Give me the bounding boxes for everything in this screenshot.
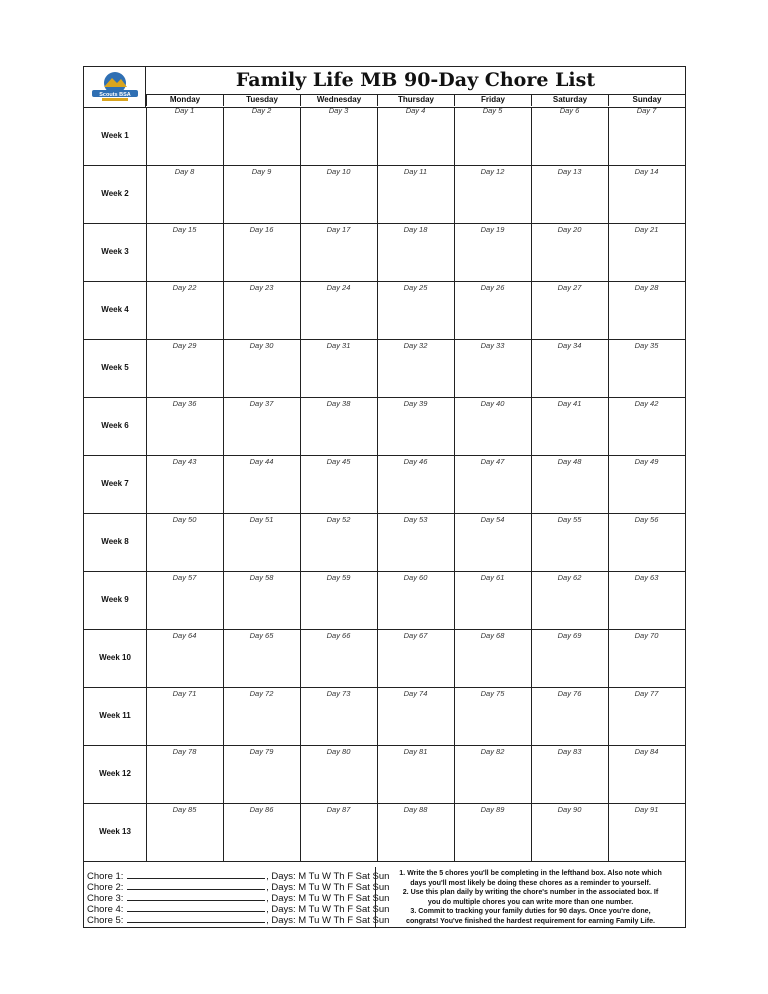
day-label: Day 74 xyxy=(403,689,428,698)
day-label: Day 60 xyxy=(403,573,428,582)
grid-line xyxy=(84,571,685,572)
day-label: Day 85 xyxy=(172,805,197,814)
grid-line xyxy=(84,861,685,862)
day-label: Day 42 xyxy=(634,399,659,408)
week-label: Week 7 xyxy=(101,479,129,488)
day-label: Day 75 xyxy=(480,689,505,698)
day-label: Day 24 xyxy=(326,283,351,292)
day-label: Day 67 xyxy=(403,631,428,640)
day-label: Day 26 xyxy=(480,283,505,292)
chore-label: Chore 5: xyxy=(87,915,127,926)
day-label: Day 20 xyxy=(557,225,582,234)
day-label: Day 5 xyxy=(482,106,503,115)
day-label: Day 39 xyxy=(403,399,428,408)
day-label: Day 40 xyxy=(480,399,505,408)
day-label: Day 81 xyxy=(403,747,428,756)
day-label: Day 3 xyxy=(328,106,349,115)
week-label: Week 11 xyxy=(99,711,131,720)
chore-blank-field xyxy=(127,892,265,901)
grid-line xyxy=(84,339,685,340)
instruction-line: you do multiple chores you can write more than one number. xyxy=(427,897,634,906)
chore-blank-field xyxy=(127,881,265,890)
day-label: Day 62 xyxy=(557,573,582,582)
day-label: Day 30 xyxy=(249,341,274,350)
day-header-wednesday: Wednesday xyxy=(300,94,377,106)
day-label: Day 65 xyxy=(249,631,274,640)
day-label: Day 34 xyxy=(557,341,582,350)
day-header-thursday: Thursday xyxy=(377,94,454,106)
day-label: Day 32 xyxy=(403,341,428,350)
day-header-friday: Friday xyxy=(454,94,531,106)
week-label: Week 2 xyxy=(101,189,129,198)
grid-line xyxy=(84,513,685,514)
day-label: Day 35 xyxy=(634,341,659,350)
instruction-line: days you'll most likely be doing these chores as a reminder to yourself. xyxy=(410,878,651,887)
week-label: Week 4 xyxy=(101,305,129,314)
grid-line xyxy=(84,165,685,166)
day-label: Day 79 xyxy=(249,747,274,756)
day-label: Day 1 xyxy=(174,106,195,115)
grid-line xyxy=(84,281,685,282)
day-label: Day 38 xyxy=(326,399,351,408)
grid-line xyxy=(84,455,685,456)
day-label: Day 44 xyxy=(249,457,274,466)
day-label: Day 57 xyxy=(172,573,197,582)
day-label: Day 18 xyxy=(403,225,428,234)
chore-label: Chore 2: xyxy=(87,882,127,893)
day-label: Day 89 xyxy=(480,805,505,814)
day-label: Day 11 xyxy=(403,167,428,176)
day-label: Day 45 xyxy=(326,457,351,466)
day-label: Day 37 xyxy=(249,399,274,408)
day-label: Day 73 xyxy=(326,689,351,698)
day-label: Day 63 xyxy=(634,573,659,582)
day-label: Day 13 xyxy=(557,167,582,176)
chore-blank-field xyxy=(127,903,265,912)
day-label: Day 7 xyxy=(636,106,657,115)
day-label: Day 15 xyxy=(172,225,197,234)
day-label: Day 69 xyxy=(557,631,582,640)
day-label: Day 16 xyxy=(249,225,274,234)
day-label: Day 4 xyxy=(405,106,426,115)
grid-line xyxy=(84,223,685,224)
day-label: Day 48 xyxy=(557,457,582,466)
instruction-line: 3. Commit to tracking your family duties for 90 days. Once you're done, xyxy=(410,907,651,916)
day-label: Day 61 xyxy=(480,573,505,582)
day-label: Day 50 xyxy=(172,515,197,524)
day-label: Day 72 xyxy=(249,689,274,698)
day-label: Day 21 xyxy=(634,225,659,234)
logo-emblem-icon xyxy=(90,69,140,105)
chore-blank-field xyxy=(127,914,265,923)
day-label: Day 9 xyxy=(251,167,272,176)
day-label: Day 64 xyxy=(172,631,197,640)
grid-line xyxy=(84,687,685,688)
day-label: Day 22 xyxy=(172,283,197,292)
grid-line xyxy=(84,629,685,630)
day-label: Day 29 xyxy=(172,341,197,350)
day-label: Day 33 xyxy=(480,341,505,350)
instruction-line: 2. Use this plan daily by writing the chore's number in the associated box. If xyxy=(402,888,659,897)
day-header-monday: Monday xyxy=(146,94,223,106)
day-label: Day 83 xyxy=(557,747,582,756)
day-label: Day 86 xyxy=(249,805,274,814)
instructions xyxy=(375,867,685,927)
day-label: Day 68 xyxy=(480,631,505,640)
day-label: Day 78 xyxy=(172,747,197,756)
day-label: Day 70 xyxy=(634,631,659,640)
week-label: Week 3 xyxy=(101,247,129,256)
week-label: Week 5 xyxy=(101,363,129,372)
day-label: Day 43 xyxy=(172,457,197,466)
chore-days-text: , Days: M Tu W Th F Sat Sun xyxy=(266,871,390,882)
day-label: Day 27 xyxy=(557,283,582,292)
day-label: Day 76 xyxy=(557,689,582,698)
instruction-line: 1. Write the 5 chores you'll be completing in the lefthand box. Also note which xyxy=(399,869,662,877)
chore-days-text: , Days: M Tu W Th F Sat Sun xyxy=(266,882,390,893)
chore-blank-field xyxy=(127,870,265,879)
day-label: Day 36 xyxy=(172,399,197,408)
day-label: Day 19 xyxy=(480,225,505,234)
grid-line xyxy=(84,745,685,746)
day-label: Day 58 xyxy=(249,573,274,582)
day-header-saturday: Saturday xyxy=(531,94,608,106)
day-header-tuesday: Tuesday xyxy=(223,94,300,106)
chore-label: Chore 1: xyxy=(87,871,127,882)
day-label: Day 28 xyxy=(634,283,659,292)
chore-days-text: , Days: M Tu W Th F Sat Sun xyxy=(266,915,390,926)
grid-line xyxy=(84,397,685,398)
day-label: Day 53 xyxy=(403,515,428,524)
week-label: Week 12 xyxy=(99,769,131,778)
day-label: Day 87 xyxy=(326,805,351,814)
week-label: Week 6 xyxy=(101,421,129,430)
day-label: Day 71 xyxy=(172,689,197,698)
day-label: Day 6 xyxy=(559,106,580,115)
day-label: Day 52 xyxy=(326,515,351,524)
day-label: Day 23 xyxy=(249,283,274,292)
week-label: Week 8 xyxy=(101,537,129,546)
day-label: Day 91 xyxy=(634,805,659,814)
day-label: Day 2 xyxy=(251,106,272,115)
grid-line xyxy=(84,803,685,804)
day-label: Day 88 xyxy=(403,805,428,814)
day-label: Day 12 xyxy=(480,167,505,176)
chore-sheet xyxy=(83,66,686,928)
day-label: Day 77 xyxy=(634,689,659,698)
day-label: Day 47 xyxy=(480,457,505,466)
day-label: Day 49 xyxy=(634,457,659,466)
chore-days-text: , Days: M Tu W Th F Sat Sun xyxy=(266,893,390,904)
week-label: Week 10 xyxy=(99,653,131,662)
week-label: Week 13 xyxy=(99,827,131,836)
logo-text: Scouts BSA xyxy=(99,92,131,98)
day-label: Day 56 xyxy=(634,515,659,524)
day-label: Day 51 xyxy=(249,515,274,524)
day-label: Day 54 xyxy=(480,515,505,524)
day-label: Day 14 xyxy=(634,167,659,176)
day-label: Day 46 xyxy=(403,457,428,466)
day-label: Day 66 xyxy=(326,631,351,640)
day-label: Day 41 xyxy=(557,399,582,408)
chore-list xyxy=(84,867,390,927)
day-label: Day 31 xyxy=(326,341,351,350)
day-label: Day 84 xyxy=(634,747,659,756)
chore-label: Chore 4: xyxy=(87,904,127,915)
day-label: Day 17 xyxy=(326,225,351,234)
week-label: Week 9 xyxy=(101,595,129,604)
week-label: Week 1 xyxy=(101,131,129,140)
day-label: Day 59 xyxy=(326,573,351,582)
day-label: Day 55 xyxy=(557,515,582,524)
day-header-sunday: Sunday xyxy=(608,94,685,106)
chore-label: Chore 3: xyxy=(87,893,127,904)
logo xyxy=(84,67,146,107)
chore-line xyxy=(87,914,389,926)
chore-days-text: , Days: M Tu W Th F Sat Sun xyxy=(266,904,390,915)
day-label: Day 80 xyxy=(326,747,351,756)
day-label: Day 8 xyxy=(174,167,195,176)
instruction-line: congrats! You've finished the hardest requirement for earning Family Life. xyxy=(406,916,655,925)
day-label: Day 10 xyxy=(326,167,351,176)
day-label: Day 25 xyxy=(403,283,428,292)
day-label: Day 82 xyxy=(480,747,505,756)
page-title: Family Life MB 90-Day Chore List xyxy=(146,67,685,95)
day-label: Day 90 xyxy=(557,805,582,814)
